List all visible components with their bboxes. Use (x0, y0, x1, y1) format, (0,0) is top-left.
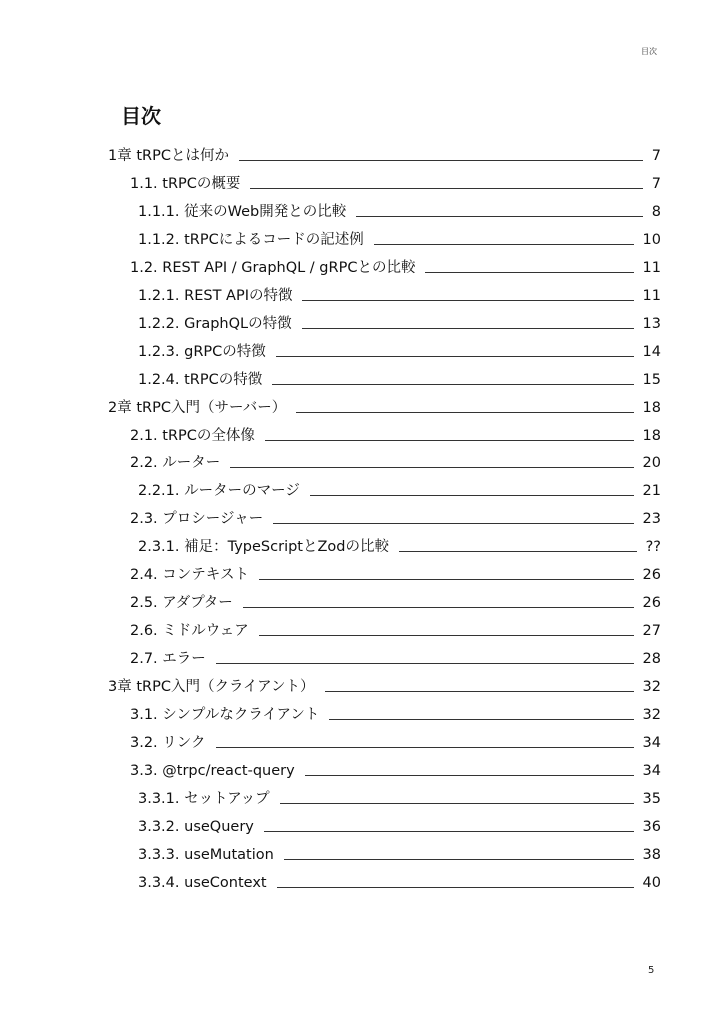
toc-entry-title: tRPC入門（サーバー） (136, 399, 287, 416)
toc-leader-line (276, 355, 634, 357)
toc-entry-page: 38 (642, 846, 661, 863)
toc-entry[interactable] (138, 784, 661, 808)
toc-entry[interactable] (138, 868, 661, 892)
toc-entry-number: 2.2.1. (138, 483, 185, 500)
toc-entry-number: 1.2.1. (138, 287, 185, 304)
toc-entry-number: 1.2. (130, 259, 163, 276)
toc-entry-page: 7 (651, 175, 661, 192)
toc-entry-title: コンテキスト (162, 567, 249, 584)
toc-entry[interactable] (130, 616, 661, 640)
toc-entry[interactable] (138, 337, 661, 361)
toc-entry-title: tRPCの全体像 (162, 427, 255, 444)
toc-entry-page: 7 (651, 148, 661, 164)
toc-leader-line (230, 466, 633, 468)
toc-entry-title: シンプルなクライアント (162, 707, 320, 723)
toc-leader-line (425, 271, 633, 273)
toc-entry[interactable] (138, 812, 661, 836)
toc-entry[interactable] (138, 197, 661, 221)
toc-entry-number: 1.2.4. (138, 371, 185, 388)
toc-entry-page: 10 (642, 231, 661, 248)
toc-entry-number: 3.3.2. (138, 818, 185, 835)
toc-entry-title: GraphQLの特徴 (184, 315, 292, 332)
toc-entry-number: 1.1. (130, 175, 163, 192)
toc-leader-line (250, 187, 642, 189)
toc-entry-number: 1.1.1. (138, 203, 185, 220)
toc-entry-page: 20 (642, 455, 661, 472)
toc-entry-page: 36 (642, 818, 661, 835)
toc-entry-title: セットアップ (184, 790, 270, 807)
toc-entry-page: 40 (642, 874, 661, 891)
toc-entry[interactable] (138, 840, 661, 864)
toc-entry[interactable] (138, 365, 661, 389)
toc-entry-number: 3.3.4. (138, 874, 185, 891)
toc-entry-number: 1.1.2. (138, 231, 185, 248)
toc-entry[interactable] (108, 141, 661, 165)
toc-entry-number: 2.3.1. (138, 539, 185, 556)
toc-entry-page: 32 (642, 707, 661, 723)
toc-entry-page: 15 (642, 371, 661, 388)
toc-entry[interactable] (130, 560, 661, 584)
toc-entry-number: 2.4. (130, 567, 163, 584)
toc-entry-title: REST APIの特徴 (184, 287, 293, 304)
toc-entry-title: ルーターのマージ (184, 483, 300, 500)
toc-leader-line (216, 746, 634, 748)
toc-leader-line (259, 634, 634, 636)
toc-entry[interactable] (130, 421, 661, 445)
toc-entry-page: 8 (651, 203, 661, 220)
toc-entry[interactable] (138, 281, 661, 305)
toc-entry-title: tRPCとは何か (136, 148, 229, 164)
toc-leader-line (277, 886, 634, 888)
toc-entry[interactable] (108, 672, 661, 696)
toc-entry-page: 21 (642, 483, 661, 500)
toc-entry-page: 11 (642, 287, 661, 304)
toc-entry-page: 18 (642, 399, 661, 416)
toc-entry-title: ルーター (162, 455, 221, 472)
toc-leader-line (239, 159, 643, 161)
page-title: 目次 (121, 104, 161, 128)
toc-entry-number: 3.3.1. (138, 790, 185, 807)
toc-entry-number: 2.1. (130, 427, 163, 444)
toc-leader-line (329, 718, 633, 720)
toc-leader-line (305, 774, 634, 776)
toc-leader-line (302, 299, 633, 301)
toc-entry-title: REST API / GraphQL / gRPCとの比較 (162, 259, 416, 276)
toc-entry-number: 2.2. (130, 455, 163, 472)
toc-entry[interactable] (130, 448, 661, 472)
toc-entry-page: 34 (642, 762, 661, 779)
toc-entry-title: 補足：TypeScriptとZodの比較 (184, 539, 389, 556)
toc-entry[interactable] (130, 756, 661, 780)
toc-leader-line (325, 690, 634, 692)
toc-entry[interactable] (130, 644, 661, 668)
toc-leader-line (356, 215, 643, 217)
toc-entry-number: 3.2. (130, 734, 163, 751)
toc-entry-page: 27 (642, 623, 661, 640)
toc-entry[interactable] (130, 253, 661, 277)
toc-entry[interactable] (138, 309, 661, 333)
toc-entry-title: tRPCの特徴 (184, 371, 263, 388)
toc-entry[interactable] (130, 588, 661, 612)
toc-entry-title: tRPC入門（クライアント） (136, 679, 315, 696)
toc-entry-title: gRPCの特徴 (184, 343, 266, 360)
toc-entry[interactable] (130, 728, 661, 752)
toc-leader-line (272, 383, 633, 385)
toc-entry-number: 2.5. (130, 595, 163, 612)
toc-leader-line (280, 802, 634, 804)
toc-leader-line (302, 327, 634, 329)
toc-entry-number: 2.6. (130, 623, 163, 640)
toc-entry-title: プロシージャー (162, 511, 264, 528)
toc-entry-title: useQuery (184, 818, 254, 835)
toc-entry-title: useMutation (184, 846, 274, 863)
toc-entry-page: 11 (642, 259, 661, 276)
toc-leader-line (216, 662, 634, 664)
toc-entry-title: useContext (184, 874, 267, 891)
toc-leader-line (284, 858, 634, 860)
toc-entry-title: ミドルウェア (162, 623, 249, 640)
toc-entry-number: 1.2.2. (138, 315, 185, 332)
toc-entry-number: 3.3.3. (138, 846, 185, 863)
toc-entry-number: 2.7. (130, 651, 163, 668)
toc-entry-page: 26 (642, 567, 661, 584)
toc-entry-page: 32 (642, 679, 661, 696)
toc-leader-line (296, 411, 633, 413)
toc-leader-line (273, 522, 633, 524)
page-number: 5 (648, 965, 655, 976)
toc-entry-title: リンク (162, 734, 206, 751)
toc-entry-title: エラー (162, 651, 206, 668)
toc-entry-title: 従来のWeb開発との比較 (184, 203, 347, 220)
toc-leader-line (243, 606, 634, 608)
toc-entry-page: 26 (642, 595, 661, 612)
toc-entry-page: 13 (642, 315, 661, 332)
toc-entry-number: 3.3. (130, 762, 163, 779)
toc-entry-number: 1.2.3. (138, 343, 185, 360)
toc-entry-page: 23 (642, 511, 661, 528)
toc-leader-line (264, 830, 634, 832)
toc-entry[interactable] (130, 169, 661, 193)
toc-leader-line (259, 578, 634, 580)
toc-entry-title: アダプター (162, 595, 233, 612)
toc-entry-number: 3.1. (130, 707, 163, 723)
toc-entry[interactable] (108, 393, 661, 417)
toc-entry[interactable] (130, 504, 661, 528)
toc-entry-title: tRPCの概要 (162, 175, 241, 192)
toc-leader-line (310, 494, 634, 496)
toc-entry-page: 18 (642, 427, 661, 444)
toc-entry[interactable] (130, 700, 661, 724)
toc-entry-page: 28 (642, 651, 661, 668)
toc-entry-number: 3章 (108, 679, 137, 696)
toc-entry-page: 14 (642, 343, 661, 360)
toc-leader-line (399, 550, 637, 552)
toc-entry-number: 2.3. (130, 511, 163, 528)
toc-entry-page: ?? (645, 539, 661, 556)
toc-entry[interactable] (138, 532, 661, 556)
toc-entry-page: 35 (642, 790, 661, 807)
toc-entry-page: 34 (642, 734, 661, 751)
toc-leader-line (374, 243, 634, 245)
running-header: 目次 (641, 47, 657, 56)
toc-leader-line (265, 439, 634, 441)
toc-entry[interactable] (138, 225, 661, 249)
toc-entry-number: 1章 (108, 148, 137, 164)
toc-entry[interactable] (138, 476, 661, 500)
toc-entry-title: @trpc/react-query (162, 762, 295, 779)
toc-entry-number: 2章 (108, 399, 137, 416)
toc-entry-title: tRPCによるコードの記述例 (184, 231, 364, 248)
